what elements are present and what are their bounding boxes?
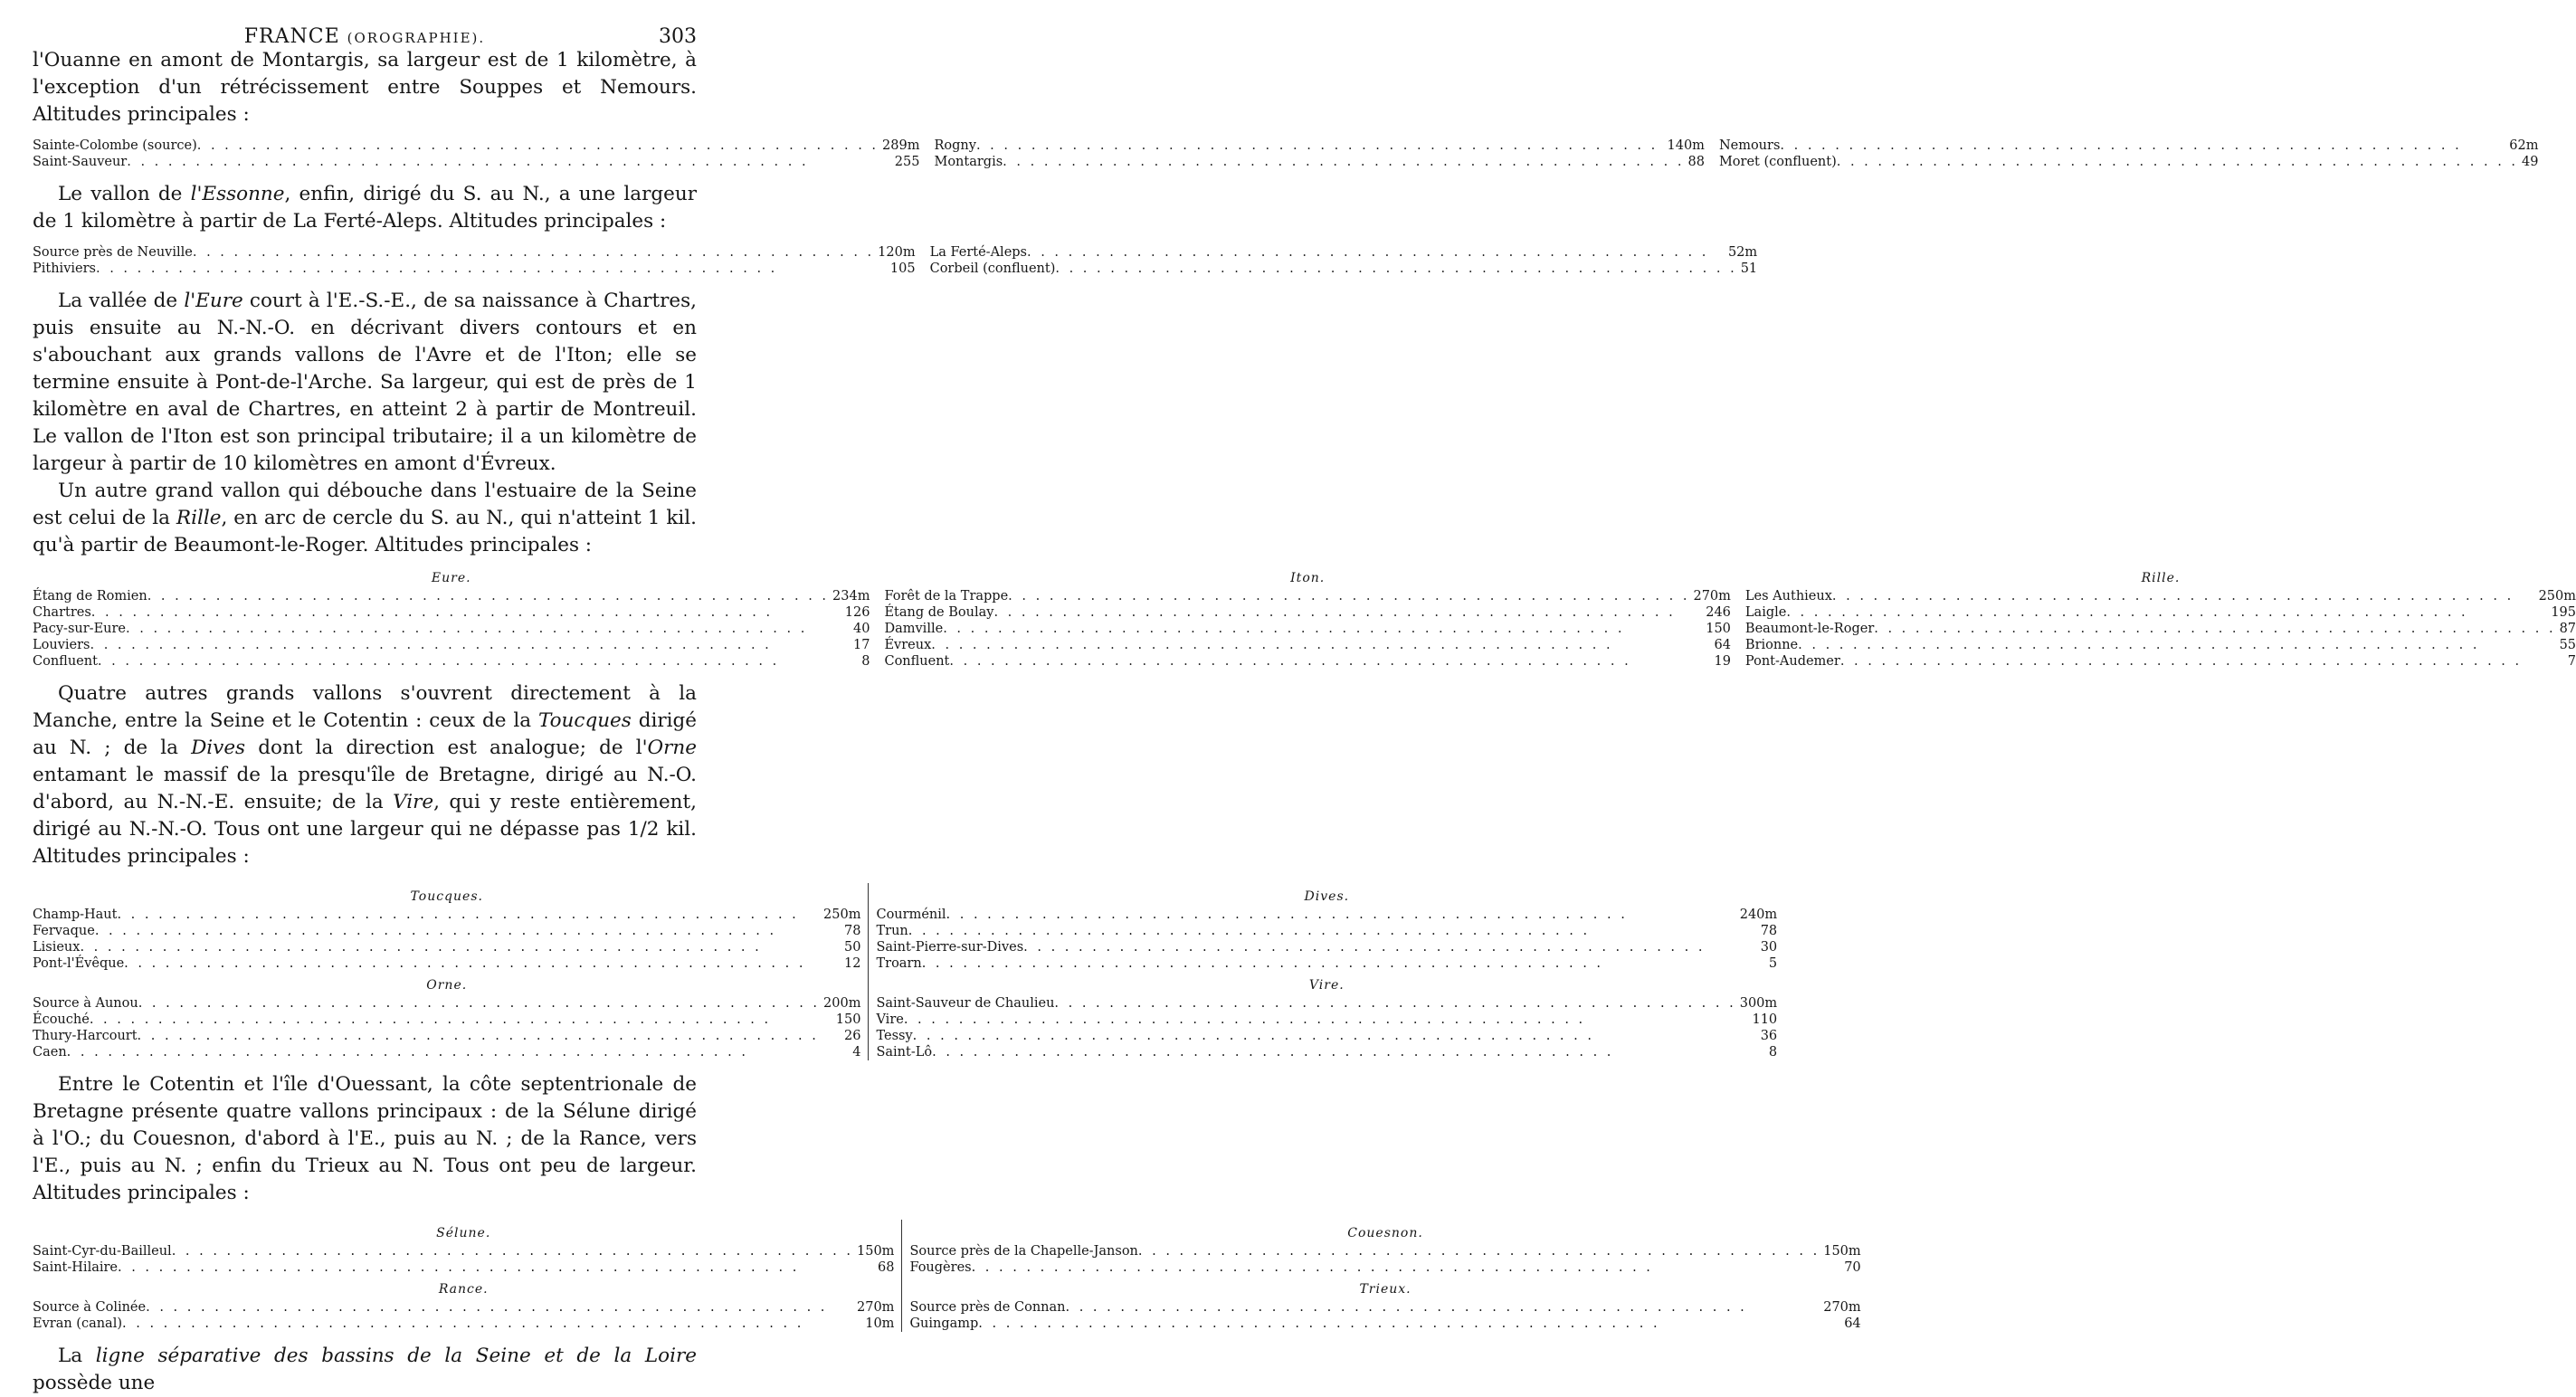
leader-dots (932, 1044, 1765, 1060)
river-block-orne (33, 972, 860, 1060)
altitude-row (934, 138, 1704, 154)
altitude-row (876, 923, 1777, 939)
river-block-trieux (909, 1276, 1860, 1332)
place-name: Fougères (909, 1260, 972, 1275)
altitude-value: 52m (1727, 245, 1758, 260)
altitude-value: 195 (2551, 605, 2576, 620)
running-header (33, 0, 697, 47)
place-name: Evran (canal) (33, 1316, 123, 1331)
leader-dots (1008, 588, 1689, 604)
altitude-value: 4 (852, 1045, 861, 1060)
altitude-value: 126 (844, 605, 870, 620)
column-heading: Eure. (431, 571, 471, 585)
altitude-row (930, 244, 1758, 261)
page (33, 0, 2576, 1397)
altitude-value: 270m (857, 1300, 895, 1315)
leader-dots (1054, 995, 1735, 1012)
altitude-value: 150m (1823, 1244, 1861, 1259)
leader-dots (946, 907, 1736, 923)
altitude-row (33, 588, 870, 604)
altitude-value: 140m (1667, 138, 1705, 153)
river-block-rance (33, 1276, 894, 1332)
altitude-value: 150 (1706, 622, 1731, 636)
altitude-row (33, 604, 870, 621)
paragraph-bretagne: Entre le Cotentin et l'île d'Ouessant, la côte septentrionale de Bretagne présente quatre vallons principaux : de la Sélune dirigé à l'O.; du Couesnon, d'abord à l'E., puis au N. ; de la Rance, vers l'E., puis au N. ; enfin du Trieux au N. Tous ont peu de largeur. Altitudes principales : (33, 1073, 697, 1204)
altitude-value: 250m (823, 908, 861, 922)
river-heading: Sélune. (436, 1226, 491, 1240)
river-heading: Vire. (1308, 978, 1345, 993)
place-name: Saint-Hilaire (33, 1260, 118, 1275)
altitude-value: 10m (865, 1316, 895, 1331)
altitude-row (33, 244, 916, 261)
place-name: Sainte-Colombe (source) (33, 138, 197, 153)
altitude-row (33, 154, 919, 170)
place-name: Montargis (934, 155, 1003, 169)
altitude-value: 5 (1768, 956, 1778, 971)
altitude-row (33, 261, 916, 277)
two-column-grid (33, 883, 1778, 1060)
place-name: Source à Colinée (33, 1300, 147, 1315)
column-divider (868, 883, 869, 972)
altitude-row (33, 907, 860, 923)
leader-dots (1874, 621, 2555, 637)
place-name: Saint-Cyr-du-Bailleul (33, 1244, 172, 1259)
place-name: Rogny (934, 138, 976, 153)
altitude-row (33, 1012, 860, 1028)
leader-dots (197, 138, 879, 154)
place-name: Confluent (33, 654, 98, 669)
leader-dots (904, 1012, 1749, 1028)
leader-dots (976, 138, 1664, 154)
altitude-row (876, 1044, 1777, 1060)
leader-dots (1027, 244, 1725, 261)
place-name: Pont-l'Évêque (33, 956, 125, 971)
place-name: Lisieux (33, 940, 81, 955)
river-heading: Dives. (1304, 889, 1350, 904)
place-name: Trun (876, 924, 908, 938)
leader-dots (978, 1316, 1840, 1332)
leader-dots (1837, 154, 2518, 170)
altitude-row (1719, 154, 2539, 170)
leader-dots (943, 621, 1702, 637)
altitude-value: 150m (857, 1244, 895, 1259)
altitude-value: 88 (1687, 155, 1705, 169)
leader-dots (908, 923, 1757, 939)
altitude-value: 105 (889, 261, 916, 276)
altitude-row (33, 939, 860, 955)
table-column (930, 244, 1758, 277)
altitude-row (930, 261, 1758, 277)
leader-dots (949, 653, 1710, 670)
altitude-row (33, 1028, 860, 1044)
place-name: Écouché (33, 1012, 90, 1027)
place-name: Champ-Haut (33, 908, 118, 922)
altitude-value: 289m (882, 138, 920, 153)
column-divider (901, 1220, 902, 1276)
altitude-row (884, 588, 1730, 604)
altitude-row (33, 653, 870, 670)
altitude-row (876, 1012, 1777, 1028)
place-name: Damville (884, 622, 944, 636)
altitude-value: 255 (894, 155, 920, 169)
altitude-row (1745, 604, 2576, 621)
leader-dots (913, 1028, 1757, 1044)
altitude-row (33, 637, 870, 653)
place-name: Pacy-sur-Eure (33, 622, 127, 636)
place-name: Louviers (33, 638, 90, 652)
leader-dots (90, 1012, 832, 1028)
altitude-value: 234m (832, 589, 870, 603)
altitude-row (909, 1259, 1860, 1276)
place-name: Les Authieux (1744, 589, 1832, 603)
altitude-value: 49 (2522, 155, 2539, 169)
altitude-value: 250m (2538, 589, 2576, 603)
leader-dots (146, 1299, 853, 1316)
altitude-value: 12 (844, 956, 861, 971)
two-column-grid (33, 1220, 1861, 1332)
table-column (1719, 138, 2539, 170)
table-column (884, 570, 1730, 670)
leader-dots (138, 995, 820, 1012)
leader-dots (1832, 588, 2535, 604)
altitude-row (884, 637, 1730, 653)
place-name: Saint-Sauveur (33, 155, 128, 169)
altitude-value: 270m (1823, 1300, 1861, 1315)
altitude-value: 300m (1739, 996, 1778, 1011)
altitude-value: 246 (1706, 605, 1731, 620)
altitude-row (909, 1299, 1860, 1316)
place-name: Saint-Pierre-sur-Dives (876, 940, 1024, 955)
altitude-row (33, 621, 870, 637)
altitude-value: 30 (1760, 940, 1778, 955)
altitude-value: 200m (823, 996, 861, 1011)
place-name: Évreux (884, 638, 932, 652)
column-divider (868, 972, 869, 1060)
place-name: Laigle (1744, 605, 1787, 620)
place-name: Brionne (1744, 638, 1799, 652)
altitude-value: 40 (853, 622, 870, 636)
table-column (33, 244, 916, 277)
altitude-row (876, 995, 1777, 1012)
altitude-value: 19 (1714, 654, 1731, 669)
place-name: Source près de Neuville (33, 245, 193, 260)
altitude-row (1745, 588, 2576, 604)
leader-dots (118, 1259, 874, 1276)
altitude-row (33, 138, 919, 154)
river-heading: Orne. (426, 978, 468, 993)
altitude-row (33, 995, 860, 1012)
leader-dots (993, 604, 1702, 621)
place-name: Guingamp (909, 1316, 979, 1331)
leader-dots (1065, 1299, 1820, 1316)
river-heading: Toucques. (410, 889, 483, 904)
river-heading: Couesnon. (1347, 1226, 1423, 1240)
altitude-row (876, 907, 1777, 923)
altitude-value: 110 (1752, 1012, 1778, 1027)
leader-dots (1023, 939, 1757, 955)
altitude-row (1745, 637, 2576, 653)
altitude-row (1745, 653, 2576, 670)
altitude-row (876, 955, 1777, 972)
paragraph-rille: Un autre grand vallon qui débouche dans l'estuaire de la Seine est celui de la Rille, en arc de cercle du S. au N., qui n'atteint 1 kil. qu'à partir de Beaumont-le-Roger. Altitudes principales : (33, 480, 698, 556)
paragraph-manche-vallons: Quatre autres grands vallons s'ouvrent directement à la Manche, entre la Seine et le Cotentin : ceux de la Toucques dirigé au N. ; de la Dives dont la direction est analogue; de l'Orne entamant le massif de la presqu'île de Bretagne, dirigé au N.-O. d'abord, au N.-N.-E. ensuite; de la Vire, qui y reste entièrement, dirigé au N.-N.-O. Tous ont une largeur qui ne dépasse pas 1/2 kil. Altitudes principales : (33, 682, 697, 868)
table-column (934, 138, 1704, 170)
altitude-value: 64 (1844, 1316, 1861, 1331)
place-name: Fervaque (33, 924, 95, 938)
altitude-row (909, 1316, 1860, 1332)
table-essonne-altitudes (33, 244, 1758, 277)
leader-dots (96, 261, 887, 277)
table-loing-altitudes (33, 138, 2539, 170)
title-sub: (OROGRAPHIE). (347, 30, 486, 46)
place-name: Confluent (884, 654, 950, 669)
leader-dots (91, 604, 841, 621)
leader-dots (922, 955, 1765, 972)
river-block-vire (876, 972, 1777, 1060)
leader-dots (122, 1316, 861, 1332)
place-name: Tessy (876, 1029, 913, 1043)
river-block-dives (876, 883, 1777, 972)
place-name: Source près de la Chapelle-Janson (909, 1244, 1138, 1259)
page-title (33, 25, 697, 48)
altitude-value: 17 (853, 638, 870, 652)
altitude-value: 270m (1693, 589, 1731, 603)
altitude-value: 8 (861, 654, 870, 669)
altitude-value: 62m (2509, 138, 2539, 153)
leader-dots (127, 154, 891, 170)
page-number: 303 (659, 25, 697, 48)
leader-dots (126, 621, 850, 637)
place-name: Vire (876, 1012, 904, 1027)
leader-dots (80, 939, 841, 955)
place-name: Source près de Connan (909, 1300, 1066, 1315)
place-name: Thury-Harcourt (33, 1029, 138, 1043)
place-name: Beaumont-le-Roger (1744, 622, 1875, 636)
altitude-value: 120m (878, 245, 916, 260)
altitude-row (934, 154, 1704, 170)
altitude-value: 87 (2559, 622, 2576, 636)
place-name: Nemours (1718, 138, 1781, 153)
leader-dots (1840, 653, 2564, 670)
column-divider (901, 1276, 902, 1332)
altitude-row (33, 923, 860, 939)
place-name: Pont-Audemer (1744, 654, 1840, 669)
leader-dots (1055, 261, 1736, 277)
leader-dots (98, 653, 858, 670)
table-toucques-dives-orne-vire (33, 883, 1778, 1060)
leader-dots (1003, 154, 1684, 170)
altitude-value: 8 (1768, 1045, 1778, 1060)
altitude-row (884, 653, 1730, 670)
column-heading: Rille. (2141, 571, 2181, 585)
altitude-value: 78 (1760, 924, 1778, 938)
altitude-value: 64 (1714, 638, 1731, 652)
altitude-row (884, 621, 1730, 637)
altitude-row (33, 1243, 894, 1259)
altitude-row (33, 1316, 894, 1332)
altitude-row (33, 955, 860, 972)
leader-dots (147, 588, 829, 604)
place-name: Étang de Boulay (884, 605, 994, 620)
paragraph-essonne: Le vallon de l'Essonne, enfin, dirigé du S. au N., a une largeur de 1 kilomètre à partir de La Ferté-Aleps. Altitudes principales : (33, 183, 697, 233)
place-name: Troarn (876, 956, 922, 971)
leader-dots (1780, 138, 2505, 154)
leader-dots (1786, 604, 2547, 621)
place-name: Saint-Lô (876, 1045, 933, 1060)
altitude-row (33, 1044, 860, 1060)
paragraph-ligne-separative: La ligne séparative des bassins de la Seine et de la Loire possède une (33, 1345, 697, 1394)
altitude-value: 68 (877, 1260, 895, 1275)
title-main: FRANCE (243, 25, 340, 48)
leader-dots (90, 637, 850, 653)
altitude-value: 36 (1760, 1029, 1778, 1043)
place-name: Corbeil (confluent) (929, 261, 1056, 276)
leader-dots (124, 955, 841, 972)
altitude-row (1719, 138, 2539, 154)
altitude-row (876, 939, 1777, 955)
river-heading: Trieux. (1359, 1282, 1412, 1297)
table-eure-iton-rille (33, 570, 2576, 670)
altitude-value: 78 (844, 924, 861, 938)
column-heading: Iton. (1290, 571, 1326, 585)
leader-dots (931, 637, 1710, 653)
altitude-row (876, 1028, 1777, 1044)
altitude-row (1745, 621, 2576, 637)
river-heading: Rance. (438, 1282, 489, 1297)
altitude-value: 26 (844, 1029, 861, 1043)
leader-dots (972, 1259, 1841, 1276)
altitude-value: 50 (844, 940, 861, 955)
river-block-toucques (33, 883, 860, 972)
altitude-value: 70 (1844, 1260, 1861, 1275)
altitude-row (884, 604, 1730, 621)
place-name: La Ferté-Aleps (929, 245, 1027, 260)
table-selune-couesnon-rance-trieux (33, 1220, 1861, 1332)
river-block-couesnon (909, 1220, 1860, 1276)
place-name: Pithiviers (33, 261, 96, 276)
leader-dots (67, 1044, 850, 1060)
leader-dots (193, 244, 874, 261)
altitude-value: 150 (835, 1012, 861, 1027)
place-name: Courménil (876, 908, 946, 922)
leader-dots (172, 1243, 853, 1259)
leader-dots (1798, 637, 2555, 653)
altitude-row (33, 1299, 894, 1316)
place-name: Caen (33, 1045, 67, 1060)
altitude-row (33, 1259, 894, 1276)
leader-dots (95, 923, 841, 939)
altitude-row (909, 1243, 1860, 1259)
place-name: Saint-Sauveur de Chaulieu (876, 996, 1055, 1011)
place-name: Chartres (33, 605, 91, 620)
leader-dots (117, 907, 820, 923)
paragraph-ouanne: l'Ouanne en amont de Montargis, sa largeur est de 1 kilomètre, à l'exception d'un rétrécissement entre Souppes et Nemours. Altitudes principales : (33, 49, 697, 126)
place-name: Source à Aunou (33, 996, 138, 1011)
leader-dots (138, 1028, 841, 1044)
leader-dots (1138, 1243, 1820, 1259)
table-column (33, 138, 919, 170)
altitude-value: 7 (2567, 654, 2576, 669)
place-name: Forêt de la Trappe (884, 589, 1009, 603)
place-name: Moret (confluent) (1718, 155, 1837, 169)
table-column (1745, 570, 2576, 670)
altitude-value: 55 (2559, 638, 2576, 652)
place-name: Étang de Romien (33, 589, 147, 603)
altitude-value: 51 (1740, 261, 1758, 276)
table-column (33, 570, 870, 670)
altitude-value: 240m (1739, 908, 1778, 922)
paragraph-eure: La vallée de l'Eure court à l'E.-S.-E., de sa naissance à Chartres, puis ensuite au N.-N.-O. en décrivant divers contours et en s'abouchant aux grands vallons de l'Avre et de l'Iton; elle se termine ensuite à Pont-de-l'Arche. Sa largeur, qui est de près de 1 kilomètre en aval de Chartres, en atteint 2 à partir de Montreuil. Le vallon de l'Iton est son principal tributaire; il a un kilomètre de largeur à partir de 10 kilomètres en amont d'Évreux. (33, 290, 697, 475)
river-block-selune (33, 1220, 894, 1276)
